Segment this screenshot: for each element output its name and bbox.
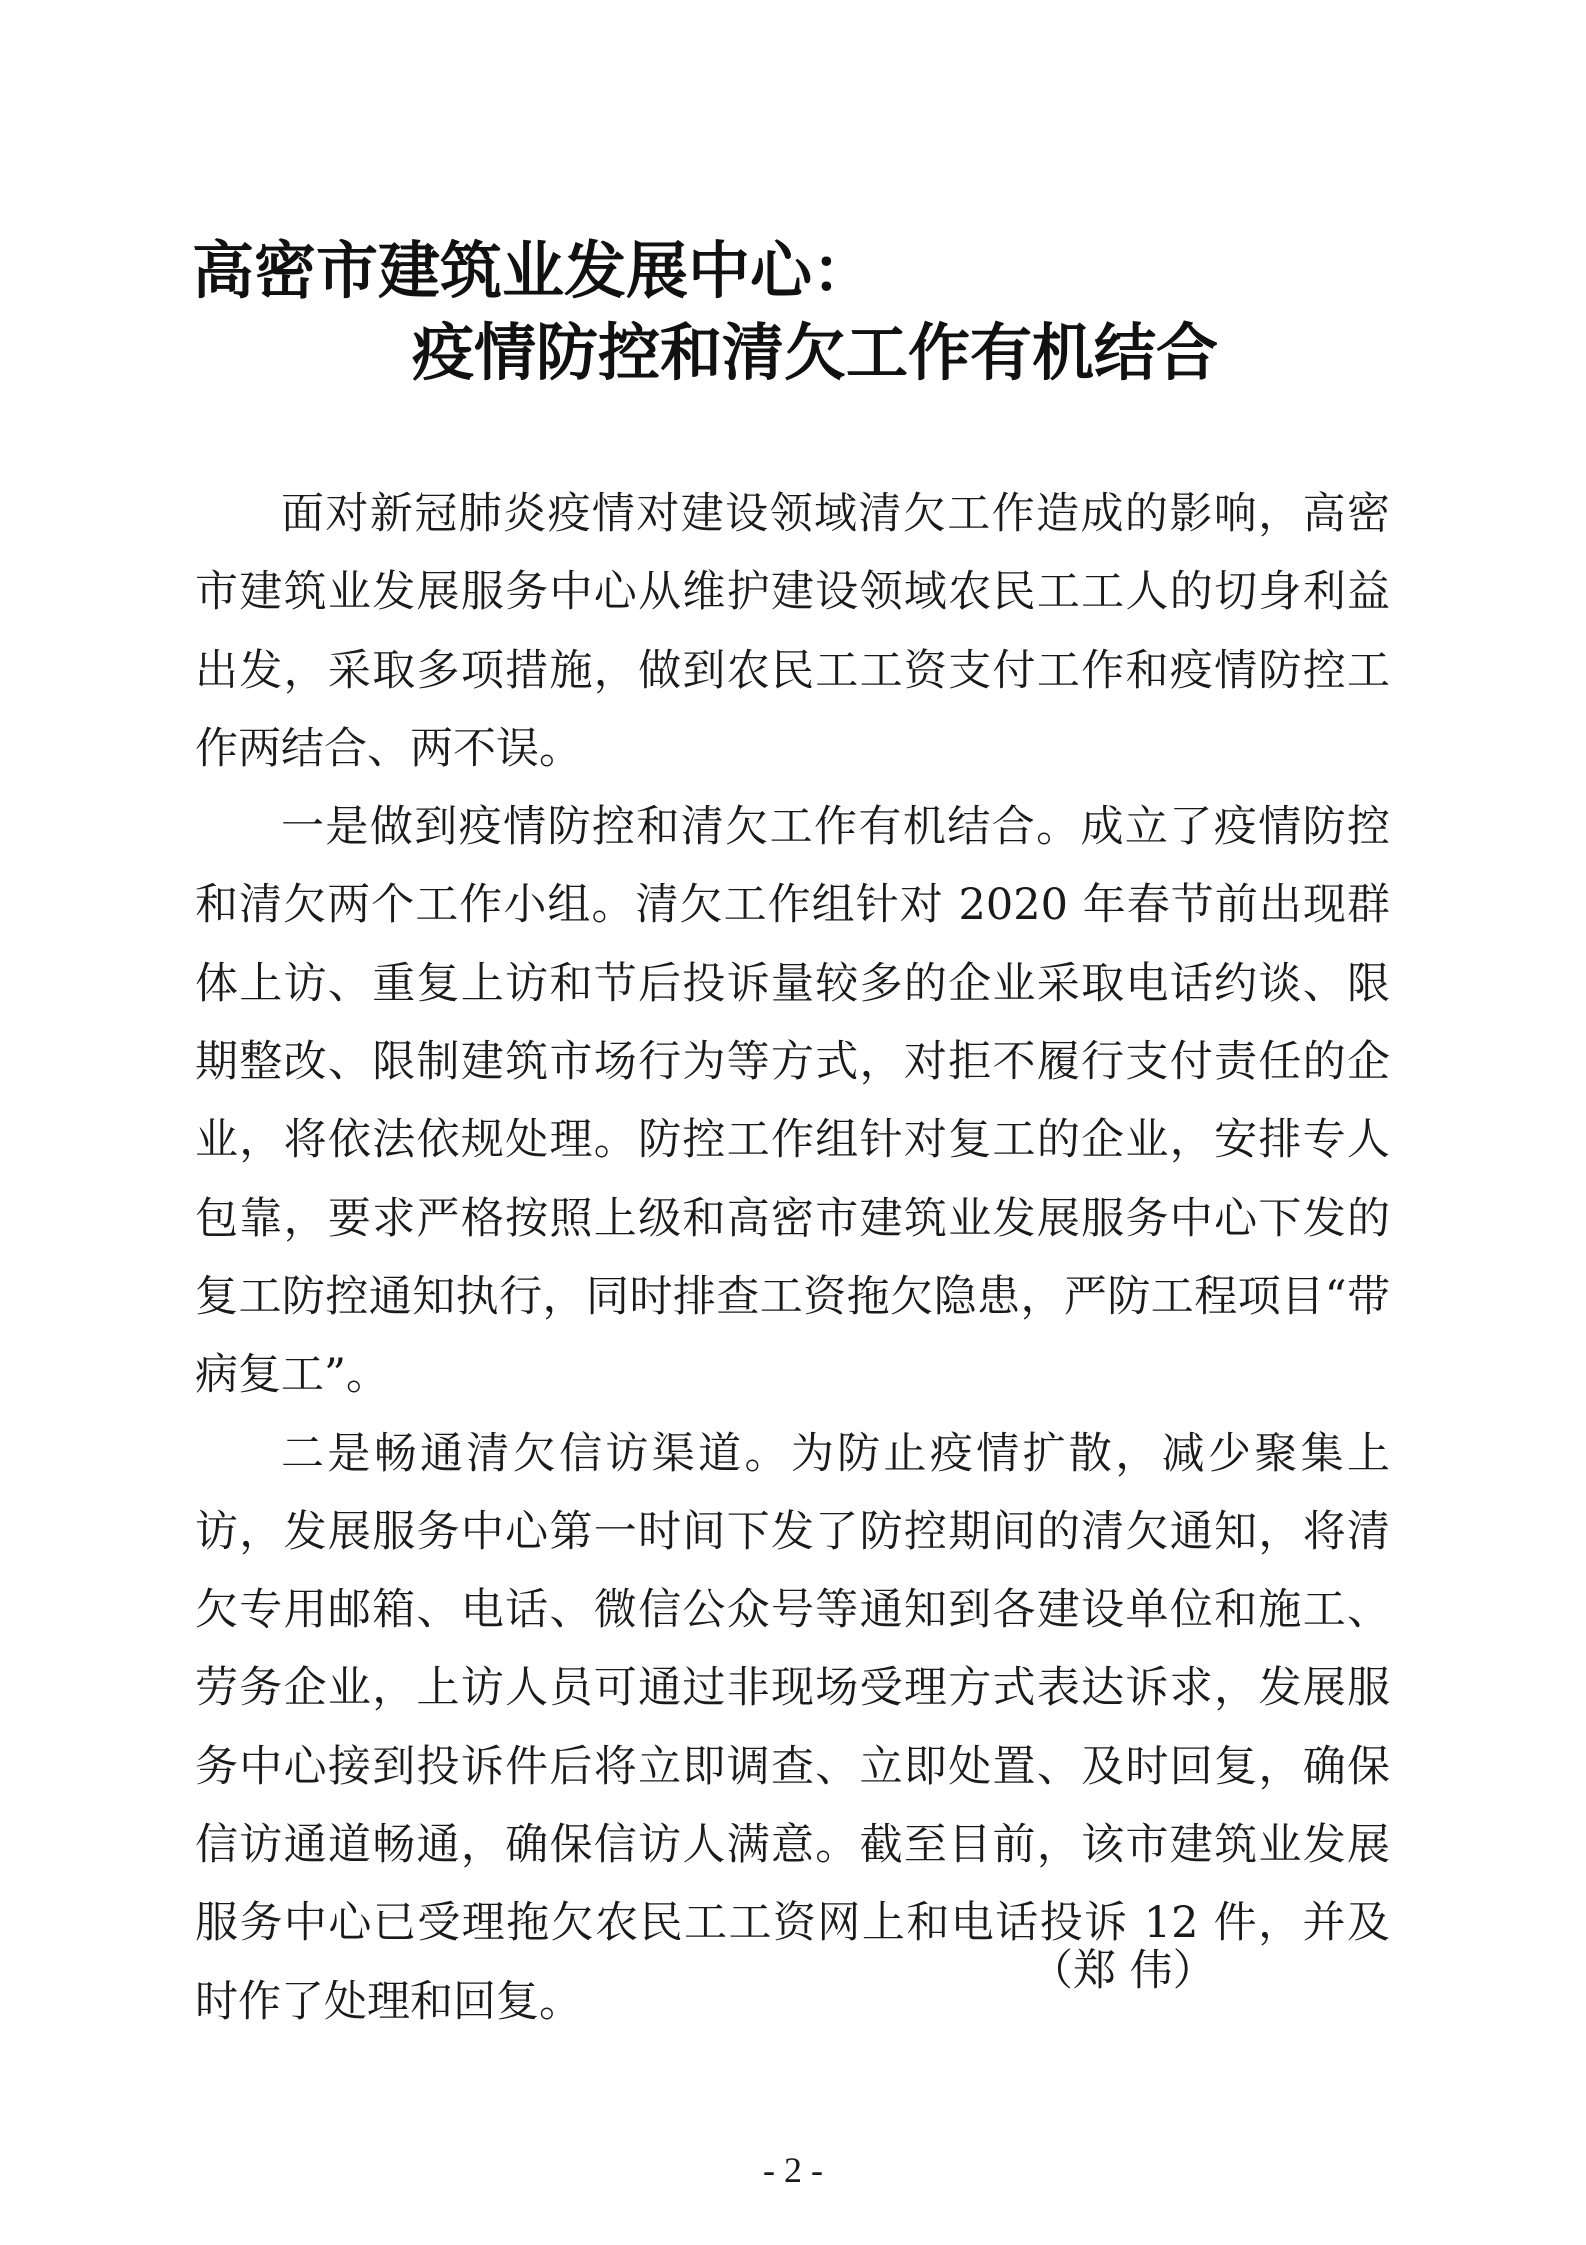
paragraph-text: 为防止疫情扩散，减少聚集上访，发展服务中心第一时间下发了防控期间的清欠通知，将清欠专用邮箱、电话、微信公众号等通知到各建设单位和施工、劳务企业，上访人员可通过非现场受理方式表达诉求，发展服务中心接到投诉件后将立即调查、立即处置、及时回复，确保信访通道畅通，确保信访人满意。截至目前，该市建筑业发展服务中心已受理拖欠农民工工资网上和电话投诉 12 件，并及时作了处理和回复。 xyxy=(195,1428,1391,2027)
page-title-line-2: 疫情防控和清欠工作有机结合 xyxy=(412,316,1219,389)
author-byline: （郑 伟） xyxy=(1030,1946,1216,1996)
paragraph-text: 成立了疫情防控和清欠两个工作小组。清欠工作组针对 2020 年春节前出现群体上访、重复上访和节后投诉量较多的企业采取电话约谈、限期整改、限制建筑市场行为等方式，对拒不履行支付责任的企业，将依法依规处理。防控工作组针对复工的企业，安排专人包靠，要求严格按照上级和高密市建筑业发展服务中心下发的复工防控通知执行，同时排查工资拖欠隐患，严防工程项目“带病复工”。 xyxy=(195,802,1391,1401)
article-body xyxy=(195,475,1390,2041)
paragraph-measure-1 xyxy=(195,788,1390,1414)
page-title-line-1: 高密市建筑业发展中心： xyxy=(192,234,875,307)
paragraph-lead: 二是畅通清欠信访渠道。 xyxy=(281,1428,791,1479)
paragraph-intro xyxy=(195,475,1390,788)
paragraph-text: 面对新冠肺炎疫情对建设领域清欠工作造成的影响，高密市建筑业发展服务中心从维护建设领域农民工工人的切身利益出发，采取多项措施，做到农民工工资支付工作和疫情防控工作两结合、两不误。 xyxy=(195,489,1390,774)
paragraph-lead: 一是做到疫情防控和清欠工作有机结合。 xyxy=(281,802,1081,853)
page-number: - 2 - xyxy=(763,2150,823,2190)
